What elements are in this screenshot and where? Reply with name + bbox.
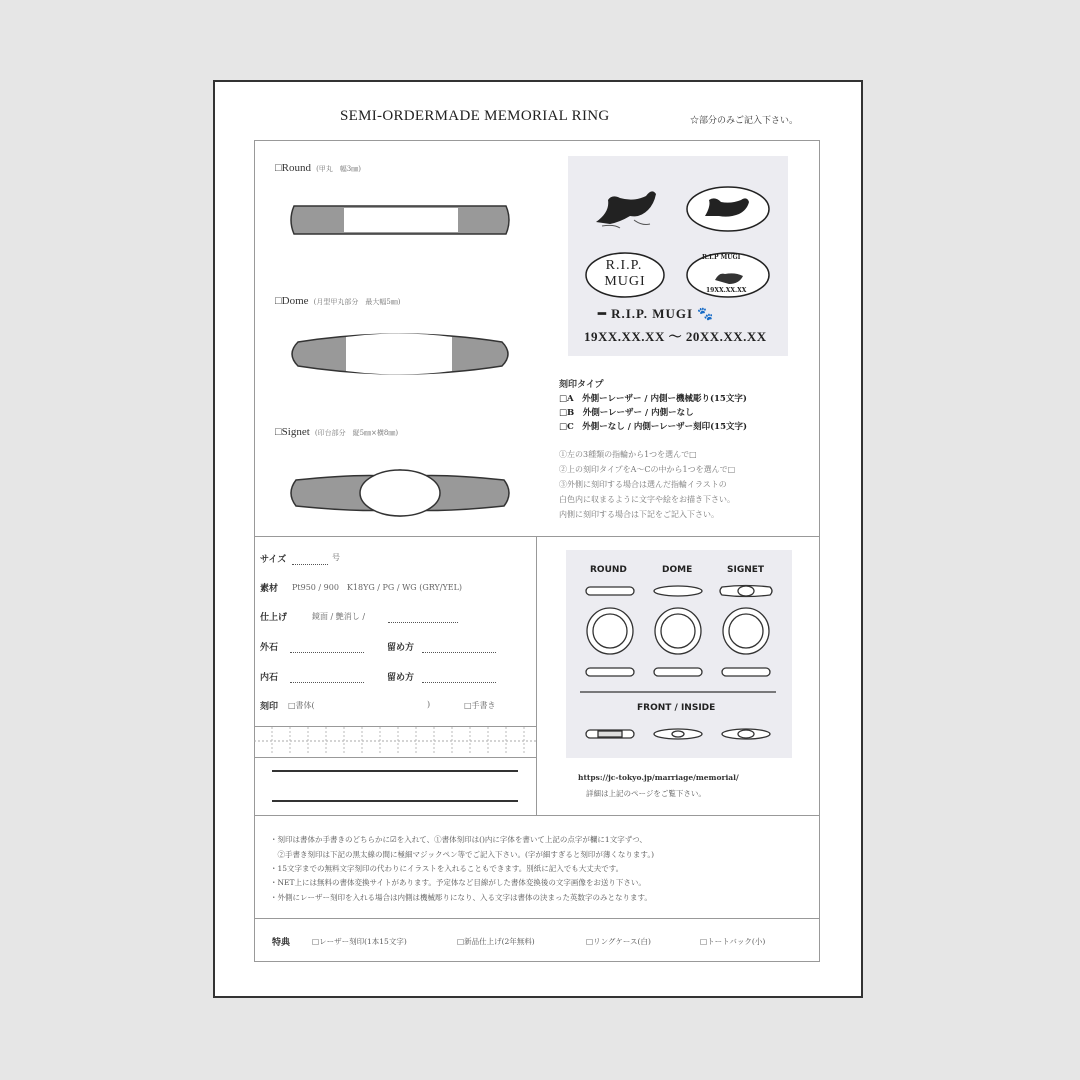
ring-style-label: □Signet — [275, 426, 310, 438]
ring-style-label: □Round — [275, 162, 311, 174]
engrave-option-b[interactable]: □B 外側ーレーザー / 内側ーなし — [559, 408, 694, 418]
size-label: サイズ — [260, 555, 287, 565]
engrave-font-close: ) — [427, 700, 431, 709]
instruction-line: 白色内に収まるように文字や絵をお描き下さい。 — [559, 495, 735, 504]
note-line: ・15文字までの無料文字刻印の代わりにイラストを入れることもできます。別紙に記入でも大丈夫です。 — [270, 864, 624, 873]
ring-style-dome[interactable] — [275, 289, 401, 308]
material-label: 素材 — [260, 584, 279, 594]
badge-small-bottom: 19XX.XX.XX — [706, 287, 747, 294]
engrave-label: 刻印 — [260, 702, 279, 712]
ring-style-signet[interactable] — [275, 420, 398, 439]
engrave-type-heading: 刻印タイプ — [559, 380, 604, 390]
option-refinish[interactable]: □新品仕上げ(2年無料) — [457, 937, 535, 946]
signet-ring-drawing — [286, 464, 514, 522]
engrave-option-a[interactable]: □A 外側ーレーザー / 内側ー機械彫り(15文字) — [559, 394, 747, 404]
note-line: ・外側にレーザー刻印を入れる場合は内側は機械彫りになり、入る文字は書体の決まった英数字のみとなります。 — [270, 893, 652, 902]
material-options[interactable]: Pt950 / 900 K18YG / PG / WG (GRY/YEL) — [292, 583, 463, 592]
finish-input[interactable] — [388, 622, 458, 623]
sample-name-line — [598, 306, 715, 322]
bone-icon: ━ — [598, 306, 607, 321]
diagram-label-round: ROUND — [590, 565, 627, 575]
finish-options[interactable]: 鏡面 / 艶消し / — [312, 612, 366, 621]
round-ring-drawing — [286, 200, 514, 240]
section-divider — [536, 536, 537, 815]
paw-icon: 🐾 — [697, 306, 715, 321]
dome-ring-drawing — [286, 328, 514, 378]
inner-setting-label: 留め方 — [387, 673, 415, 683]
outer-setting-label: 留め方 — [387, 643, 415, 653]
note-line: ・刻印は書体か手書きのどちらかに☑を入れて、①書体刻印は()内に字体を書いて上記の点字が欄に1文字ずつ、 — [270, 835, 647, 844]
handwrite-top-line — [272, 770, 518, 772]
engrave-option-c[interactable]: □C 外側ーなし / 内側ーレーザー刻印(15文字) — [559, 422, 748, 432]
handwrite-bottom-line — [272, 800, 518, 802]
option-tote-bag[interactable]: □トートバック(小) — [700, 937, 766, 946]
dog-illustration-icon — [590, 182, 660, 232]
sample-date-line: 19XX.XX.XX 〜 20XX.XX.XX — [584, 329, 767, 344]
inner-stone-label: 内石 — [260, 673, 279, 683]
ring-style-desc: (月型甲丸部分 最大幅5㎜) — [313, 298, 401, 306]
badge-text-1: R.I.P. — [605, 258, 643, 273]
ring-views-diagram — [576, 580, 782, 750]
note-line: ②手書き刻印は下記の黒太線の間に極細マジックペン等でご記入下さい。(字が細すぎると刻印が薄くなります。) — [270, 850, 654, 859]
section-divider — [254, 815, 820, 816]
instruction-line: ③外側に刻印する場合は選んだ指輪イラストの — [559, 480, 727, 489]
ring-style-label: □Dome — [275, 295, 309, 307]
size-unit: 号 — [332, 553, 340, 562]
ring-style-round[interactable] — [275, 156, 361, 175]
engrave-character-grid[interactable] — [254, 726, 536, 758]
inner-stone-input[interactable] — [290, 682, 364, 683]
option-laser[interactable]: □レーザー刻印(1本15文字) — [312, 937, 407, 946]
finish-label: 仕上げ — [260, 613, 288, 623]
outer-stone-label: 外石 — [260, 643, 279, 653]
form-title: SEMI-ORDERMADE MEMORIAL RING — [340, 108, 610, 124]
dog-oval-badge-icon — [685, 184, 771, 234]
outer-setting-input[interactable] — [422, 652, 496, 653]
badge-text-2: MUGI — [604, 274, 646, 289]
engrave-font-option[interactable]: □書体( — [288, 701, 315, 710]
inner-setting-input[interactable] — [422, 682, 496, 683]
options-label: 特典 — [272, 938, 291, 948]
ring-style-desc: (甲丸 幅3㎜) — [316, 165, 361, 173]
section-divider — [254, 536, 820, 537]
ring-style-desc: (印台部分 縦5㎜×横8㎜) — [314, 429, 399, 437]
sample-name: R.I.P. MUGI — [611, 306, 694, 321]
front-inside-label: FRONT / INSIDE — [637, 703, 716, 713]
diagram-label-signet: SIGNET — [727, 565, 765, 575]
diagram-label-dome: DOME — [662, 565, 693, 575]
form-note: ☆部分のみご記入下さい。 — [690, 116, 799, 126]
instruction-line: ①左の3種類の指輪から1つを選んで□ — [559, 450, 697, 459]
note-line: ・NET上には無料の書体変換サイトがあります。予定体など目線がした書体変換後の文字画像をお送り下さい。 — [270, 878, 646, 887]
badge-small-top: R.I.P MUGI — [702, 254, 741, 261]
size-input[interactable] — [292, 564, 328, 565]
instruction-line: 内側に刻印する場合は下記をご記入下さい。 — [559, 510, 719, 519]
grid-lines — [254, 727, 536, 755]
outer-stone-input[interactable] — [290, 652, 364, 653]
engrave-hand-option[interactable]: □手書き — [464, 701, 496, 710]
url-link[interactable]: https://jc-tokyo.jp/marriage/memorial/ — [578, 773, 739, 782]
section-divider — [254, 918, 820, 919]
instruction-line: ②上の刻印タイプをA〜Cの中から1つを選んで□ — [559, 465, 736, 474]
url-caption: 詳細は上記のページをご覧下さい。 — [586, 789, 706, 798]
option-ring-case[interactable]: □リングケース(白) — [586, 937, 651, 946]
